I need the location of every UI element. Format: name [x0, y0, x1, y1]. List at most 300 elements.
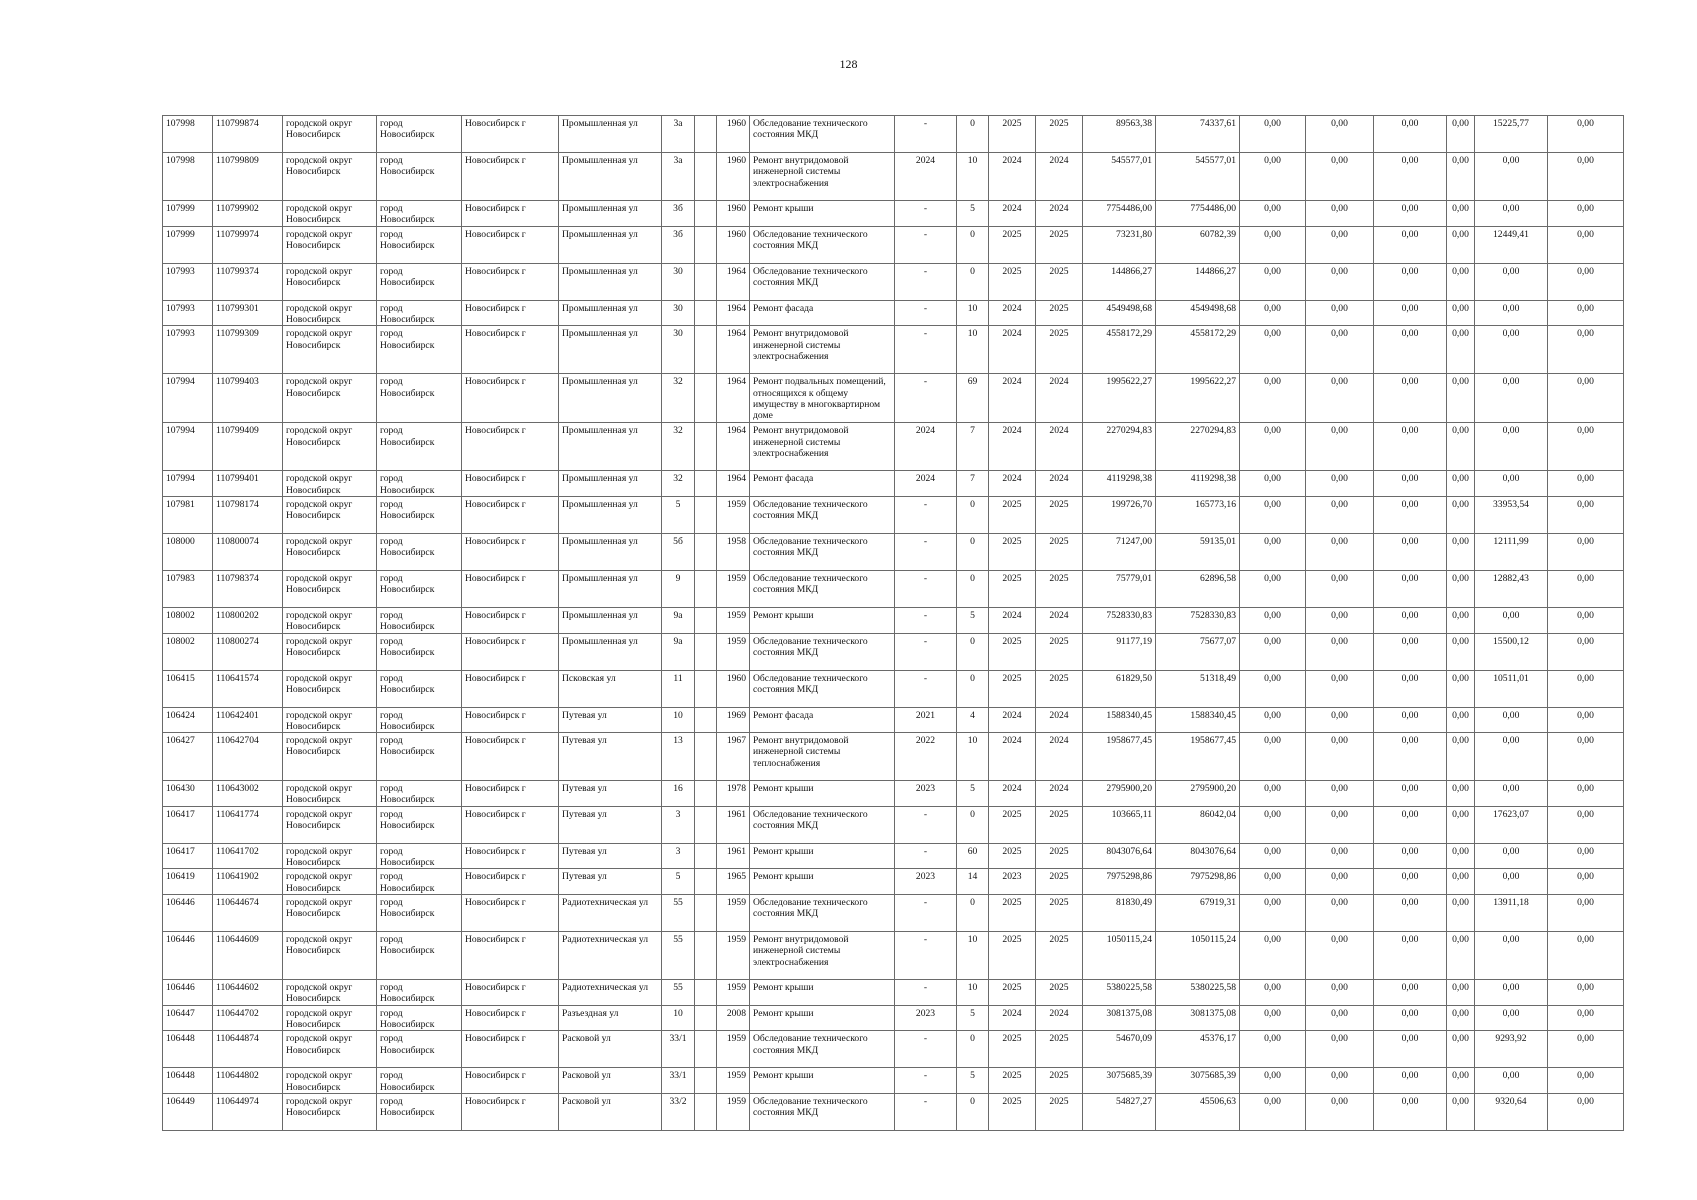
- cell-plan-to: 2024: [1036, 423, 1083, 471]
- cell-plan-to: 2025: [1036, 496, 1083, 533]
- cell-city: Новосибирск г: [462, 607, 559, 633]
- cell-city: Новосибирск г: [462, 326, 559, 374]
- cell-id: 106430: [163, 781, 213, 807]
- cell-cost-total: 1995622,27: [1083, 374, 1156, 423]
- cell-cost-fund: 2270294,83: [1156, 423, 1240, 471]
- cell-code: 110798374: [213, 570, 283, 607]
- cell-build-year: 1959: [717, 1068, 750, 1094]
- table-row: [163, 374, 1624, 423]
- cell-fund-3: 0,00: [1374, 153, 1447, 201]
- cell-cost-total: 54827,27: [1083, 1093, 1156, 1130]
- cell-fund-5: 0,00: [1475, 980, 1548, 1006]
- cell-street: Путевая ул: [559, 843, 662, 869]
- cell-city: Новосибирск г: [462, 263, 559, 300]
- cell-fund-1: 0,00: [1240, 153, 1306, 201]
- cell-settlement: город Новосибирск: [377, 806, 462, 843]
- cell-fund-4: 0,00: [1447, 226, 1475, 263]
- cell-wear: 5: [957, 1005, 989, 1031]
- cell-house: 10: [662, 1005, 695, 1031]
- cell-fund-5: 0,00: [1475, 153, 1548, 201]
- cell-fund-5: 0,00: [1475, 263, 1548, 300]
- cell-id: 106417: [163, 843, 213, 869]
- cell-fund-3: 0,00: [1374, 932, 1447, 980]
- cell-plan-to: 2025: [1036, 932, 1083, 980]
- cell-build-year: 1960: [717, 670, 750, 707]
- cell-street: Радиотехническая ул: [559, 895, 662, 932]
- cell-city: Новосибирск г: [462, 300, 559, 326]
- cell-last-repair-year: -: [895, 633, 957, 670]
- cell-extra: [695, 116, 717, 153]
- cell-fund-1: 0,00: [1240, 496, 1306, 533]
- cell-last-repair-year: -: [895, 670, 957, 707]
- cell-plan-to: 2025: [1036, 633, 1083, 670]
- cell-street: Промышленная ул: [559, 533, 662, 570]
- cell-fund-1: 0,00: [1240, 374, 1306, 423]
- cell-plan-to: 2025: [1036, 869, 1083, 895]
- cell-cost-total: 54670,09: [1083, 1031, 1156, 1068]
- cell-extra: [695, 932, 717, 980]
- cell-fund-6: 0,00: [1548, 300, 1624, 326]
- cell-settlement: город Новосибирск: [377, 1031, 462, 1068]
- cell-wear: 10: [957, 153, 989, 201]
- cell-street: Промышленная ул: [559, 201, 662, 227]
- cell-settlement: город Новосибирск: [377, 263, 462, 300]
- cell-id: 107981: [163, 496, 213, 533]
- cell-city: Новосибирск г: [462, 471, 559, 497]
- cell-code: 110642704: [213, 733, 283, 781]
- cell-build-year: 1959: [717, 607, 750, 633]
- cell-plan-to: 2025: [1036, 300, 1083, 326]
- cell-cost-fund: 7528330,83: [1156, 607, 1240, 633]
- table-row: [163, 707, 1624, 733]
- cell-fund-4: 0,00: [1447, 1093, 1475, 1130]
- cell-fund-5: 9293,92: [1475, 1031, 1548, 1068]
- cell-district: городской округ Новосибирск: [283, 300, 377, 326]
- cell-street: Промышленная ул: [559, 570, 662, 607]
- cell-street: Расковой ул: [559, 1031, 662, 1068]
- cell-cost-fund: 62896,58: [1156, 570, 1240, 607]
- cell-plan-to: 2024: [1036, 781, 1083, 807]
- cell-cost-total: 7975298,86: [1083, 869, 1156, 895]
- cell-wear: 0: [957, 533, 989, 570]
- cell-work-type: Ремонт внутридомовой инженерной системы электроснабжения: [750, 423, 895, 471]
- cell-fund-2: 0,00: [1306, 1005, 1374, 1031]
- cell-wear: 0: [957, 226, 989, 263]
- cell-work-type: Ремонт фасада: [750, 471, 895, 497]
- cell-wear: 5: [957, 1068, 989, 1094]
- cell-fund-4: 0,00: [1447, 670, 1475, 707]
- cell-plan-to: 2025: [1036, 895, 1083, 932]
- cell-work-type: Обследование технического состояния МКД: [750, 533, 895, 570]
- cell-district: городской округ Новосибирск: [283, 116, 377, 153]
- cell-fund-3: 0,00: [1374, 1093, 1447, 1130]
- cell-fund-1: 0,00: [1240, 226, 1306, 263]
- cell-house: 30: [662, 326, 695, 374]
- cell-id: 108002: [163, 633, 213, 670]
- cell-extra: [695, 869, 717, 895]
- cell-extra: [695, 263, 717, 300]
- cell-district: городской округ Новосибирск: [283, 869, 377, 895]
- cell-fund-3: 0,00: [1374, 116, 1447, 153]
- cell-cost-fund: 86042,04: [1156, 806, 1240, 843]
- cell-id: 106446: [163, 895, 213, 932]
- cell-settlement: город Новосибирск: [377, 116, 462, 153]
- cell-city: Новосибирск г: [462, 1031, 559, 1068]
- cell-street: Псковская ул: [559, 670, 662, 707]
- cell-plan-from: 2025: [989, 570, 1036, 607]
- cell-fund-6: 0,00: [1548, 1068, 1624, 1094]
- cell-fund-3: 0,00: [1374, 670, 1447, 707]
- cell-fund-2: 0,00: [1306, 496, 1374, 533]
- cell-city: Новосибирск г: [462, 932, 559, 980]
- cell-street: Путевая ул: [559, 806, 662, 843]
- cell-code: 110799809: [213, 153, 283, 201]
- cell-cost-fund: 74337,61: [1156, 116, 1240, 153]
- cell-settlement: город Новосибирск: [377, 932, 462, 980]
- table-row: [163, 1005, 1624, 1031]
- cell-street: Расковой ул: [559, 1093, 662, 1130]
- cell-work-type: Обследование технического состояния МКД: [750, 1093, 895, 1130]
- cell-cost-total: 61829,50: [1083, 670, 1156, 707]
- cell-code: 110800202: [213, 607, 283, 633]
- cell-wear: 10: [957, 326, 989, 374]
- cell-street: Промышленная ул: [559, 423, 662, 471]
- table-row: [163, 471, 1624, 497]
- cell-last-repair-year: -: [895, 806, 957, 843]
- cell-house: 32: [662, 423, 695, 471]
- cell-build-year: 1964: [717, 471, 750, 497]
- cell-last-repair-year: -: [895, 932, 957, 980]
- cell-fund-1: 0,00: [1240, 570, 1306, 607]
- cell-cost-fund: 7975298,86: [1156, 869, 1240, 895]
- cell-build-year: 1960: [717, 153, 750, 201]
- cell-settlement: город Новосибирск: [377, 843, 462, 869]
- cell-build-year: 1967: [717, 733, 750, 781]
- cell-house: 9а: [662, 633, 695, 670]
- cell-fund-5: 0,00: [1475, 374, 1548, 423]
- cell-extra: [695, 226, 717, 263]
- cell-plan-to: 2025: [1036, 806, 1083, 843]
- cell-cost-total: 8043076,64: [1083, 843, 1156, 869]
- cell-fund-1: 0,00: [1240, 1093, 1306, 1130]
- cell-code: 110799309: [213, 326, 283, 374]
- cell-fund-6: 0,00: [1548, 733, 1624, 781]
- cell-fund-4: 0,00: [1447, 201, 1475, 227]
- cell-plan-from: 2025: [989, 533, 1036, 570]
- cell-id: 106448: [163, 1068, 213, 1094]
- cell-fund-5: 0,00: [1475, 869, 1548, 895]
- cell-fund-6: 0,00: [1548, 707, 1624, 733]
- cell-settlement: город Новосибирск: [377, 300, 462, 326]
- cell-fund-6: 0,00: [1548, 423, 1624, 471]
- cell-fund-6: 0,00: [1548, 843, 1624, 869]
- cell-cost-total: 3081375,08: [1083, 1005, 1156, 1031]
- cell-fund-2: 0,00: [1306, 733, 1374, 781]
- cell-fund-3: 0,00: [1374, 423, 1447, 471]
- cell-plan-to: 2025: [1036, 570, 1083, 607]
- cell-cost-total: 73231,80: [1083, 226, 1156, 263]
- cell-code: 110644702: [213, 1005, 283, 1031]
- cell-id: 107993: [163, 326, 213, 374]
- cell-district: городской округ Новосибирск: [283, 843, 377, 869]
- table-row: [163, 670, 1624, 707]
- cell-fund-2: 0,00: [1306, 781, 1374, 807]
- cell-settlement: город Новосибирск: [377, 496, 462, 533]
- cell-fund-5: 0,00: [1475, 843, 1548, 869]
- cell-work-type: Обследование технического состояния МКД: [750, 1031, 895, 1068]
- cell-plan-to: 2025: [1036, 263, 1083, 300]
- cell-code: 110644674: [213, 895, 283, 932]
- cell-fund-2: 0,00: [1306, 1093, 1374, 1130]
- cell-district: городской округ Новосибирск: [283, 707, 377, 733]
- cell-city: Новосибирск г: [462, 533, 559, 570]
- cell-code: 110641702: [213, 843, 283, 869]
- cell-fund-1: 0,00: [1240, 843, 1306, 869]
- cell-settlement: город Новосибирск: [377, 153, 462, 201]
- cell-cost-fund: 67919,31: [1156, 895, 1240, 932]
- cell-build-year: 1960: [717, 116, 750, 153]
- cell-fund-3: 0,00: [1374, 201, 1447, 227]
- cell-fund-2: 0,00: [1306, 1068, 1374, 1094]
- cell-district: городской округ Новосибирск: [283, 670, 377, 707]
- cell-plan-to: 2025: [1036, 843, 1083, 869]
- cell-plan-to: 2025: [1036, 1031, 1083, 1068]
- cell-id: 107994: [163, 423, 213, 471]
- cell-fund-6: 0,00: [1548, 471, 1624, 497]
- cell-build-year: 1960: [717, 201, 750, 227]
- cell-fund-5: 0,00: [1475, 423, 1548, 471]
- cell-build-year: 1961: [717, 806, 750, 843]
- cell-wear: 0: [957, 1093, 989, 1130]
- cell-house: 3: [662, 806, 695, 843]
- cell-fund-4: 0,00: [1447, 895, 1475, 932]
- cell-fund-2: 0,00: [1306, 869, 1374, 895]
- table-row: [163, 533, 1624, 570]
- cell-house: 16: [662, 781, 695, 807]
- cell-extra: [695, 326, 717, 374]
- cell-cost-total: 1050115,24: [1083, 932, 1156, 980]
- cell-cost-total: 1958677,45: [1083, 733, 1156, 781]
- cell-district: городской округ Новосибирск: [283, 932, 377, 980]
- cell-fund-4: 0,00: [1447, 806, 1475, 843]
- cell-house: 5: [662, 496, 695, 533]
- cell-wear: 0: [957, 806, 989, 843]
- cell-district: городской округ Новосибирск: [283, 1031, 377, 1068]
- cell-plan-from: 2024: [989, 153, 1036, 201]
- cell-last-repair-year: -: [895, 570, 957, 607]
- table-row: [163, 300, 1624, 326]
- cell-settlement: город Новосибирск: [377, 895, 462, 932]
- cell-cost-fund: 60782,39: [1156, 226, 1240, 263]
- cell-id: 107983: [163, 570, 213, 607]
- cell-fund-1: 0,00: [1240, 707, 1306, 733]
- cell-street: Промышленная ул: [559, 300, 662, 326]
- cell-plan-from: 2025: [989, 1068, 1036, 1094]
- cell-cost-fund: 144866,27: [1156, 263, 1240, 300]
- cell-district: городской округ Новосибирск: [283, 226, 377, 263]
- cell-last-repair-year: -: [895, 895, 957, 932]
- cell-extra: [695, 1093, 717, 1130]
- cell-last-repair-year: -: [895, 116, 957, 153]
- cell-fund-3: 0,00: [1374, 843, 1447, 869]
- cell-fund-1: 0,00: [1240, 116, 1306, 153]
- cell-street: Промышленная ул: [559, 471, 662, 497]
- cell-fund-4: 0,00: [1447, 423, 1475, 471]
- cell-settlement: город Новосибирск: [377, 471, 462, 497]
- cell-plan-from: 2024: [989, 781, 1036, 807]
- cell-street: Расковой ул: [559, 1068, 662, 1094]
- table-row: [163, 116, 1624, 153]
- cell-extra: [695, 806, 717, 843]
- cell-fund-5: 12449,41: [1475, 226, 1548, 263]
- cell-code: 110643002: [213, 781, 283, 807]
- cell-house: 5б: [662, 533, 695, 570]
- cell-fund-3: 0,00: [1374, 300, 1447, 326]
- cell-work-type: Обследование технического состояния МКД: [750, 670, 895, 707]
- cell-fund-1: 0,00: [1240, 533, 1306, 570]
- cell-cost-total: 2270294,83: [1083, 423, 1156, 471]
- cell-city: Новосибирск г: [462, 116, 559, 153]
- cell-fund-3: 0,00: [1374, 326, 1447, 374]
- cell-fund-3: 0,00: [1374, 1031, 1447, 1068]
- cell-fund-5: 0,00: [1475, 707, 1548, 733]
- cell-cost-total: 1588340,45: [1083, 707, 1156, 733]
- cell-plan-to: 2024: [1036, 707, 1083, 733]
- cell-plan-to: 2025: [1036, 980, 1083, 1006]
- cell-id: 108002: [163, 607, 213, 633]
- cell-build-year: 1964: [717, 263, 750, 300]
- cell-last-repair-year: -: [895, 374, 957, 423]
- cell-house: 3а: [662, 153, 695, 201]
- cell-wear: 5: [957, 781, 989, 807]
- cell-build-year: 1964: [717, 423, 750, 471]
- cell-fund-2: 0,00: [1306, 423, 1374, 471]
- cell-fund-1: 0,00: [1240, 633, 1306, 670]
- cell-fund-1: 0,00: [1240, 1031, 1306, 1068]
- cell-fund-3: 0,00: [1374, 633, 1447, 670]
- cell-build-year: 2008: [717, 1005, 750, 1031]
- cell-cost-total: 91177,19: [1083, 633, 1156, 670]
- cell-street: Путевая ул: [559, 869, 662, 895]
- cell-wear: 69: [957, 374, 989, 423]
- cell-code: 110799874: [213, 116, 283, 153]
- cell-city: Новосибирск г: [462, 670, 559, 707]
- cell-district: городской округ Новосибирск: [283, 263, 377, 300]
- cell-code: 110799902: [213, 201, 283, 227]
- cell-wear: 0: [957, 496, 989, 533]
- cell-last-repair-year: 2024: [895, 423, 957, 471]
- cell-last-repair-year: -: [895, 300, 957, 326]
- cell-fund-1: 0,00: [1240, 1005, 1306, 1031]
- cell-extra: [695, 1068, 717, 1094]
- cell-fund-3: 0,00: [1374, 471, 1447, 497]
- table-row: [163, 153, 1624, 201]
- cell-fund-1: 0,00: [1240, 201, 1306, 227]
- cell-plan-to: 2025: [1036, 116, 1083, 153]
- cell-fund-6: 0,00: [1548, 607, 1624, 633]
- cell-fund-2: 0,00: [1306, 326, 1374, 374]
- table-row: [163, 423, 1624, 471]
- cell-settlement: город Новосибирск: [377, 374, 462, 423]
- cell-build-year: 1959: [717, 1031, 750, 1068]
- cell-settlement: город Новосибирск: [377, 570, 462, 607]
- cell-fund-6: 0,00: [1548, 533, 1624, 570]
- cell-fund-3: 0,00: [1374, 707, 1447, 733]
- cell-district: городской округ Новосибирск: [283, 1093, 377, 1130]
- table-row: [163, 781, 1624, 807]
- table-row: [163, 226, 1624, 263]
- cell-plan-from: 2025: [989, 843, 1036, 869]
- cell-cost-total: 3075685,39: [1083, 1068, 1156, 1094]
- cell-build-year: 1960: [717, 226, 750, 263]
- cell-plan-to: 2025: [1036, 1093, 1083, 1130]
- cell-work-type: Ремонт внутридомовой инженерной системы электроснабжения: [750, 153, 895, 201]
- cell-street: Промышленная ул: [559, 263, 662, 300]
- cell-fund-3: 0,00: [1374, 226, 1447, 263]
- cell-fund-6: 0,00: [1548, 932, 1624, 980]
- cell-plan-from: 2025: [989, 932, 1036, 980]
- cell-last-repair-year: 2024: [895, 153, 957, 201]
- cell-house: 32: [662, 471, 695, 497]
- cell-house: 3б: [662, 201, 695, 227]
- cell-extra: [695, 607, 717, 633]
- cell-plan-from: 2025: [989, 496, 1036, 533]
- cell-build-year: 1965: [717, 869, 750, 895]
- cell-cost-total: 7528330,83: [1083, 607, 1156, 633]
- cell-fund-6: 0,00: [1548, 226, 1624, 263]
- cell-district: городской округ Новосибирск: [283, 980, 377, 1006]
- cell-cost-total: 5380225,58: [1083, 980, 1156, 1006]
- cell-fund-2: 0,00: [1306, 843, 1374, 869]
- cell-fund-4: 0,00: [1447, 1005, 1475, 1031]
- cell-id: 106447: [163, 1005, 213, 1031]
- cell-last-repair-year: -: [895, 226, 957, 263]
- cell-extra: [695, 153, 717, 201]
- cell-work-type: Обследование технического состояния МКД: [750, 633, 895, 670]
- cell-settlement: город Новосибирск: [377, 533, 462, 570]
- cell-fund-3: 0,00: [1374, 980, 1447, 1006]
- cell-city: Новосибирск г: [462, 496, 559, 533]
- cell-plan-from: 2025: [989, 1031, 1036, 1068]
- cell-work-type: Обследование технического состояния МКД: [750, 226, 895, 263]
- cell-city: Новосибирск г: [462, 895, 559, 932]
- cell-code: 110800274: [213, 633, 283, 670]
- cell-wear: 0: [957, 895, 989, 932]
- cell-settlement: город Новосибирск: [377, 733, 462, 781]
- cell-district: городской округ Новосибирск: [283, 733, 377, 781]
- cell-settlement: город Новосибирск: [377, 1068, 462, 1094]
- cell-extra: [695, 633, 717, 670]
- capital-repair-table: [162, 115, 1624, 1131]
- cell-plan-from: 2024: [989, 326, 1036, 374]
- cell-street: Путевая ул: [559, 733, 662, 781]
- cell-fund-5: 0,00: [1475, 932, 1548, 980]
- cell-plan-from: 2024: [989, 707, 1036, 733]
- cell-cost-fund: 1588340,45: [1156, 707, 1240, 733]
- cell-house: 55: [662, 932, 695, 980]
- cell-fund-6: 0,00: [1548, 201, 1624, 227]
- cell-fund-1: 0,00: [1240, 326, 1306, 374]
- cell-fund-6: 0,00: [1548, 1031, 1624, 1068]
- table-row: [163, 263, 1624, 300]
- cell-wear: 5: [957, 201, 989, 227]
- cell-work-type: Ремонт внутридомовой инженерной системы электроснабжения: [750, 932, 895, 980]
- cell-build-year: 1959: [717, 1093, 750, 1130]
- cell-last-repair-year: -: [895, 1031, 957, 1068]
- cell-cost-fund: 4549498,68: [1156, 300, 1240, 326]
- cell-build-year: 1961: [717, 843, 750, 869]
- cell-plan-from: 2025: [989, 633, 1036, 670]
